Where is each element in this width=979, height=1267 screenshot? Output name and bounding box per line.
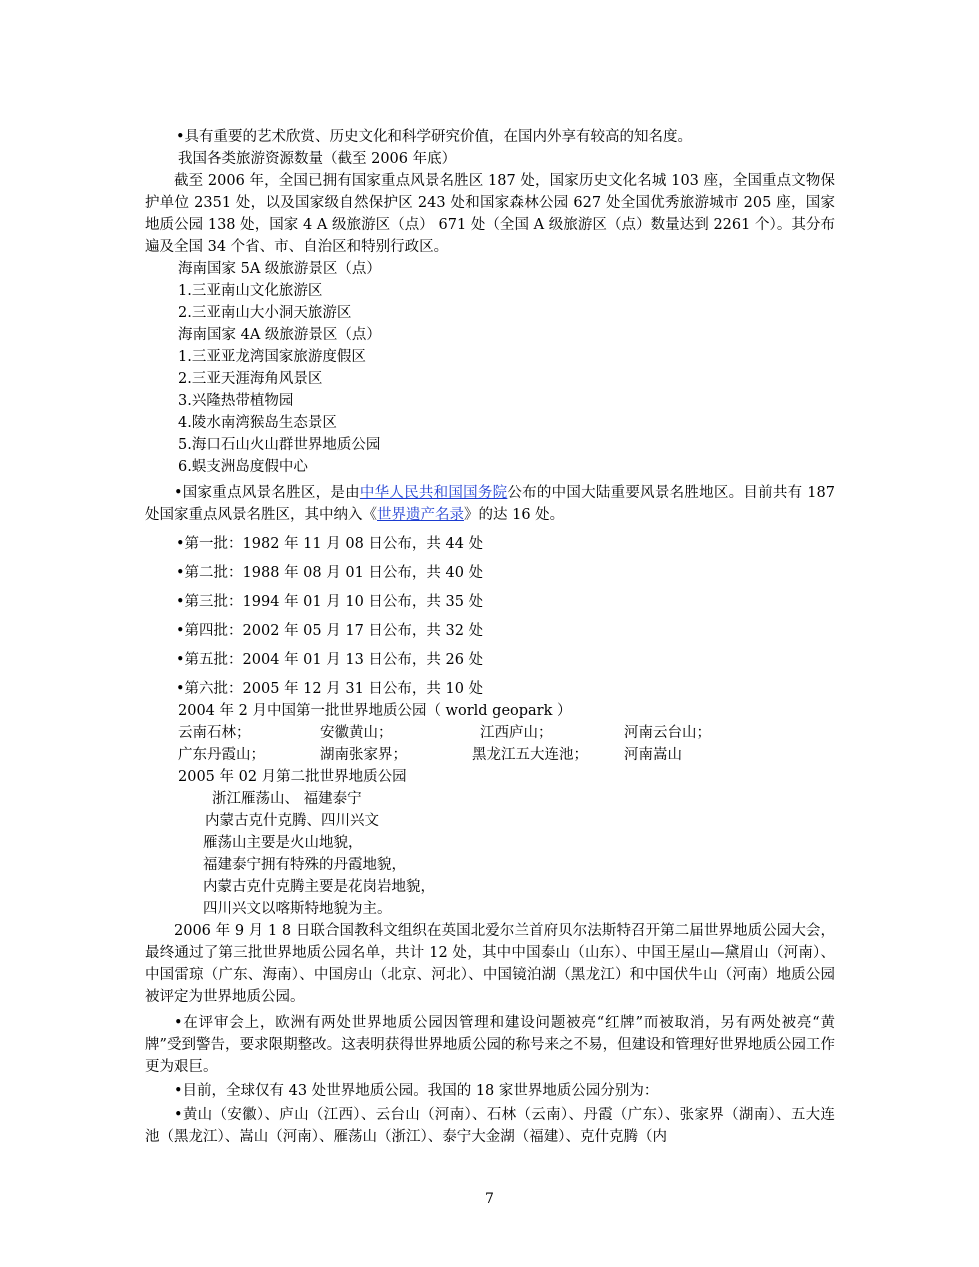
batch-item: •第二批：1988 年 08 月 01 日公布，共 40 处 <box>176 565 484 581</box>
list-item: 1.三亚南山文化旅游区 <box>178 283 323 299</box>
paragraph-resource-stats: 截至 2006 年，全国已拥有国家重点风景名胜区 187 处，国家历史文化名城 103 座，全国重点文物保护单位 2351 处，以及国家级自然保护区 243 处和国家森林公园 627 处全国优秀旅游城市 205 座，国家地质公园 138 处，国家 4 A 级旅游区（点） 671 处（全国 A 级旅游区（点）数量达到 2261 个）。其分布遍及全国 34 个省、市、自治区和特别行政区。 <box>145 173 835 255</box>
geopark-line: 雁荡山主要是火山地貌， <box>203 835 363 851</box>
list-item: 5.海口石山火山群世界地质公园 <box>178 437 381 453</box>
geopark-line: 内蒙古克什克腾、四川兴文 <box>205 813 379 829</box>
heading-hainan-5a: 海南国家 5A 级旅游景区（点） <box>178 261 381 277</box>
list-item: 2.三亚南山大小洞天旅游区 <box>178 305 352 321</box>
heading-geopark-second-batch: 2005 年 02 月第二批世界地质公园 <box>178 769 407 785</box>
geopark-cell: 安徽黄山； <box>320 725 393 741</box>
geopark-cell: 湖南张家界； <box>320 747 407 763</box>
heading-resource-count: 我国各类旅游资源数量（截至 2006 年底） <box>178 151 457 167</box>
batch-item: •第一批：1982 年 11 月 08 日公布，共 44 处 <box>176 536 484 552</box>
paragraph-text: •国家重点风景名胜区，是由 <box>174 485 360 501</box>
geopark-line: 浙江雁荡山、 福建泰宁 <box>212 791 362 807</box>
list-item: 4.陵水南湾猴岛生态景区 <box>178 415 337 431</box>
geopark-line: 四川兴文以喀斯特地貌为主。 <box>203 901 392 917</box>
list-item: 2.三亚天涯海角风景区 <box>178 371 323 387</box>
geopark-line: 内蒙古克什克腾主要是花岗岩地貌， <box>203 879 435 895</box>
list-item: 6.蜈支洲岛度假中心 <box>178 459 308 475</box>
list-item: 3.兴隆热带植物园 <box>178 393 294 409</box>
geopark-cell: 河南嵩山 <box>624 747 682 763</box>
geopark-cell: 河南云台山； <box>624 725 711 741</box>
state-council-link[interactable]: 中华人民共和国国务院 <box>359 485 508 501</box>
heading-hainan-4a: 海南国家 4A 级旅游景区（点） <box>178 327 381 343</box>
paragraph-third-batch: 2006 年 9 月 1 8 日联合国教科文组织在英国北爱尔兰首府贝尔法斯特召开第二届世界地质公园大会，最终通过了第三批世界地质公园名单，共计 12 处，其中中国泰山（山东）、中国王屋山—黛眉山（河南）、中国雷琼（广东、海南）、中国房山（北京、河北）、中国镜泊湖（黑龙江）和中国伏牛山（河南）地质公园被评定为世界地质公园。 <box>145 923 835 1005</box>
world-heritage-link[interactable]: 世界遗产名录 <box>377 507 464 523</box>
paragraph-scenic-areas <box>145 482 835 526</box>
batch-item: •第五批：2004 年 01 月 13 日公布，共 26 处 <box>176 652 484 668</box>
paragraph-text: 》的达 16 处。 <box>464 507 565 523</box>
paragraph-global-count: •目前，全球仅有 43 处世界地质公园。我国的 18 家世界地质公园分别为： <box>174 1083 659 1099</box>
geopark-cell: 云南石林； <box>178 725 251 741</box>
bullet-line: •具有重要的艺术欣赏、历史文化和科学研究价值，在国内外享有较高的知名度。 <box>176 129 693 145</box>
geopark-cell: 黑龙江五大连池； <box>472 747 588 763</box>
batch-item: •第四批：2002 年 05 月 17 日公布，共 32 处 <box>176 623 484 639</box>
geopark-line: 福建泰宁拥有特殊的丹霞地貌， <box>203 857 406 873</box>
paragraph-china-list: •黄山（安徽）、庐山（江西）、云台山（河南）、石林（云南）、丹霞（广东）、张家界（湖南）、五大连池（黑龙江）、嵩山（河南）、雁荡山（浙江）、泰宁大金湖（福建）、克什克腾（内 <box>145 1107 835 1145</box>
paragraph-review: •在评审会上，欧洲有两处世界地质公园因管理和建设问题被亮“红牌”而被取消，另有两处被亮“黄牌”受到警告，要求限期整改。这表明获得世界地质公园的称号来之不易，但建设和管理好世界地质公园工作更为艰巨。 <box>145 1015 835 1075</box>
geopark-cell: 江西庐山； <box>480 725 553 741</box>
batch-item: •第三批：1994 年 01 月 10 日公布，共 35 处 <box>176 594 484 610</box>
list-item: 1.三亚亚龙湾国家旅游度假区 <box>178 349 366 365</box>
paragraph-text: 公布的中国大陆重要风景名胜地区。目前共有 187 处国家重点风景名胜区，其中纳入《 <box>145 485 835 523</box>
heading-geopark-first-batch: 2004 年 2 月中国第一批世界地质公园（ world geopark ） <box>178 703 572 719</box>
batch-item: •第六批：2005 年 12 月 31 日公布，共 10 处 <box>176 681 484 697</box>
geopark-cell: 广东丹霞山； <box>178 747 265 763</box>
page-number: 7 <box>485 1191 494 1207</box>
